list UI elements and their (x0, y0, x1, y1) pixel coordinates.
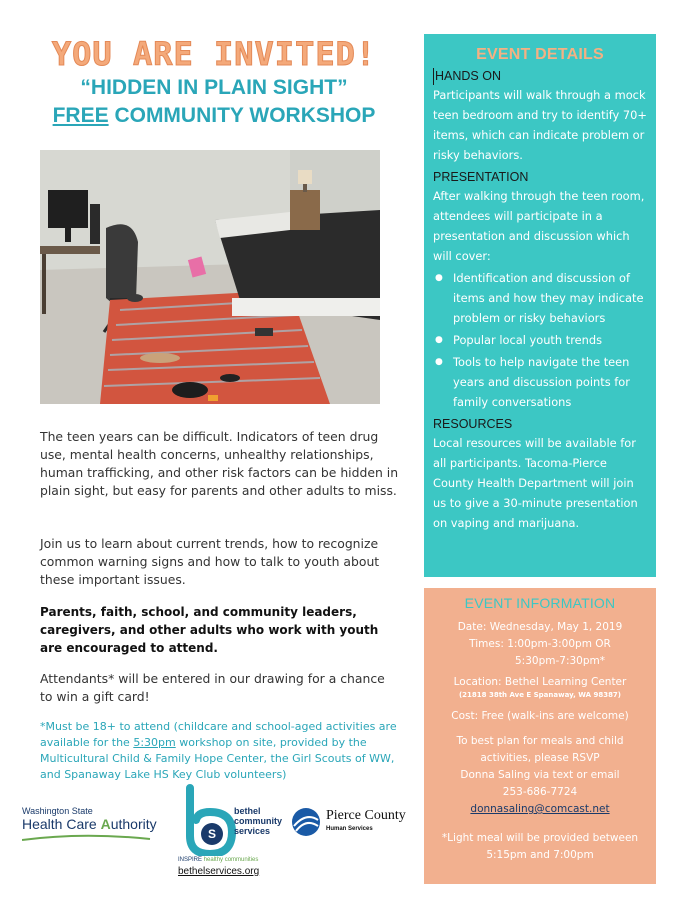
join-paragraph: Join us to learn about current trends, how to recognize common warning signs and how to talk to youth about these important issues. (40, 536, 380, 587)
presentation-bullets (433, 268, 647, 412)
meal-note: *Light meal will be provided between 5:15pm and 7:00pm (441, 832, 639, 861)
presentation-heading: PRESENTATION (433, 170, 529, 184)
workshop-title (24, 74, 404, 130)
drawing-paragraph: Attendants* will be entered in our drawing for a chance to win a gift card! (40, 671, 385, 704)
svg-text:S: S (207, 827, 217, 841)
event-address: (21818 38th Ave E Spanaway, WA 98387) (458, 691, 622, 699)
bedroom-illustration (40, 150, 380, 404)
pierce-county-sub: Human Services (326, 826, 373, 832)
age-note-a: *Must be 18+ to attend (childcare and school-aged activities are available for the (40, 720, 397, 749)
bethel-name: bethel community services (234, 806, 283, 836)
bethel-b-icon (176, 784, 236, 856)
event-location: Location: Bethel Learning Center (453, 676, 627, 688)
pierce-county-logo (290, 806, 410, 846)
rsvp-email-link[interactable]: donnasaling@comcast.net (470, 803, 610, 815)
bullet-item: ● Popular local youth trends (433, 330, 647, 350)
intro-paragraph: The teen years can be difficult. Indicators of teen drug use, mental health concerns, unhealthy relationships, human trafficking, and other risk factors can be hidden in plain sight, but easy for parents and other adults to miss. (40, 429, 399, 498)
event-details-box (424, 34, 656, 577)
event-information-title: EVENT INFORMATION (464, 595, 616, 611)
workshop-title-line2 (24, 102, 404, 130)
bethel-website-link[interactable]: bethelservices.org (178, 866, 260, 877)
bethel-tagline: INSPIRE healthy communities (178, 857, 259, 863)
event-details-title: EVENT DETAILS (476, 46, 604, 63)
rsvp-phone: 253-686-7724 (502, 786, 578, 798)
event-times-2: 5:30pm-7:30pm* (515, 655, 605, 667)
hands-on-text: Participants will walk through a mock teen bedroom and try to identify 70+ items, which can indicate problem or risky behaviors. (433, 88, 647, 162)
workshop-title-quote: “HIDDEN IN PLAIN SIGHT” (80, 76, 348, 99)
resources-text: Local resources will be available for all participants. Tacoma-Pierce County Health Department will join us to give a 30-minute presentation on vaping and marijuana. (433, 436, 638, 530)
pierce-county-name: Pierce County (326, 808, 406, 823)
event-cost: Cost: Free (walk-ins are welcome) (451, 710, 629, 722)
event-date: Date: Wednesday, May 1, 2019 (457, 621, 623, 633)
free-label: FREE (52, 104, 109, 127)
rsvp-text: To best plan for meals and child activities, please RSVP (456, 735, 624, 764)
hca-swoosh-icon (22, 834, 152, 844)
invited-heading: YOU ARE INVITED! (51, 35, 377, 73)
age-note-b: workshop on site, provided by the Multicultural Child & Family Hope Center, the Girl Scouts of WW, and Spanaway Lake HS Key Club volunteers) (40, 736, 395, 781)
hca-logo (22, 806, 162, 846)
teen-bedroom-photo (40, 150, 380, 404)
event-times-1: Times: 1:00pm-3:00pm OR (469, 638, 611, 650)
bullet-item: ● Tools to help navigate the teen years and discussion points for family conversations (433, 352, 647, 412)
rsvp-contact: Donna Saling via text or email (460, 769, 620, 781)
age-note (40, 719, 400, 783)
event-information-box (424, 588, 656, 884)
presentation-text: After walking through the teen room, attendees will participate in a presentation and discussion which will cover: (433, 189, 645, 263)
resources-heading: RESOURCES (433, 417, 513, 431)
age-note-time: 5:30pm (133, 736, 176, 749)
hca-logo-main: Health Care Authority (22, 816, 157, 832)
bullet-item: ● Identification and discussion of items and how they may indicate problem or risky behaviors (433, 268, 647, 328)
hands-on-heading: HANDS ON (433, 68, 647, 85)
workshop-title-rest: COMMUNITY WORKSHOP (108, 104, 376, 127)
pierce-county-globe-icon (290, 806, 322, 838)
left-column (24, 34, 404, 130)
hca-logo-top: Washington State (22, 806, 93, 816)
audience-paragraph: Parents, faith, school, and community leaders, caregivers, and other adults who work with youth are encouraged to attend. (40, 605, 379, 655)
